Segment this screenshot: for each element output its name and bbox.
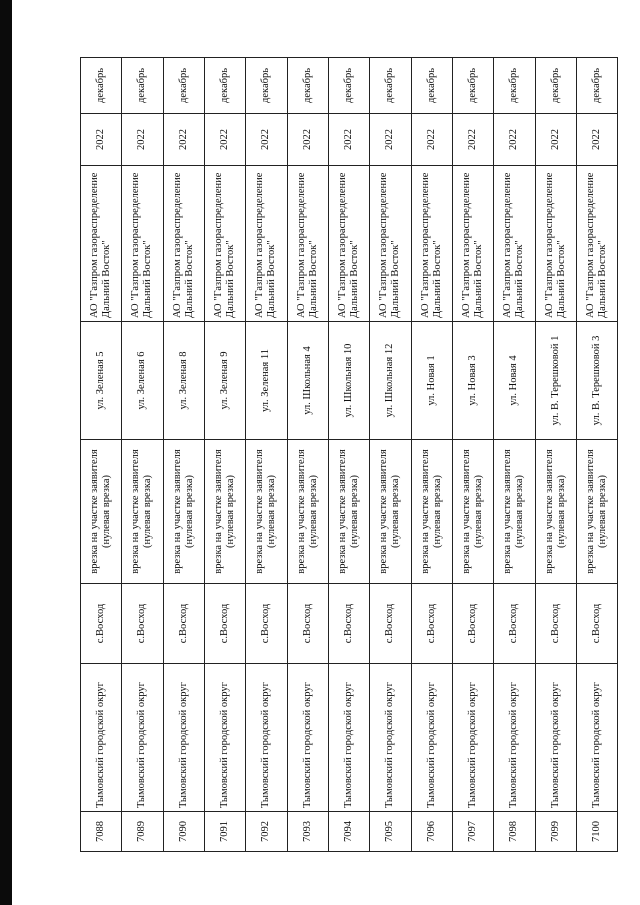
year-cell: 2022 [452, 114, 493, 166]
table-row [535, 58, 576, 852]
rotated-table-wrapper [80, 58, 609, 852]
scan-edge-bar [0, 0, 12, 905]
organization-cell: АО "Газпром газораспределение Дальний Восток" [535, 166, 576, 322]
month-cell: декабрь [452, 58, 493, 114]
district-cell: Тымовский городской округ [246, 664, 287, 812]
year-cell: 2022 [204, 114, 245, 166]
organization-cell: АО "Газпром газораспределение Дальний Восток" [370, 166, 411, 322]
address-cell: ул. Зеленая 5 [81, 322, 122, 440]
year-cell: 2022 [411, 114, 452, 166]
row-number: 7097 [452, 812, 493, 852]
settlement-cell: с.Восход [246, 584, 287, 664]
month-cell: декабрь [81, 58, 122, 114]
month-cell: декабрь [122, 58, 163, 114]
year-cell: 2022 [163, 114, 204, 166]
organization-cell: АО "Газпром газораспределение Дальний Восток" [204, 166, 245, 322]
address-cell: ул. Школьная 10 [328, 322, 369, 440]
settlement-cell: с.Восход [370, 584, 411, 664]
row-number: 7100 [576, 812, 617, 852]
month-cell: декабрь [494, 58, 535, 114]
row-number: 7089 [122, 812, 163, 852]
settlement-cell: с.Восход [452, 584, 493, 664]
address-cell: ул. В. Терешковой 3 [576, 322, 617, 440]
row-number: 7099 [535, 812, 576, 852]
address-cell: ул. Зеленая 9 [204, 322, 245, 440]
month-cell: декабрь [287, 58, 328, 114]
table-row [163, 58, 204, 852]
row-number: 7092 [246, 812, 287, 852]
district-cell: Тымовский городской округ [163, 664, 204, 812]
district-cell: Тымовский городской округ [494, 664, 535, 812]
row-number: 7091 [204, 812, 245, 852]
table-row [370, 58, 411, 852]
year-cell: 2022 [81, 114, 122, 166]
work-type-cell: врезка на участке заявителя (нулевая врезка) [328, 440, 369, 584]
year-cell: 2022 [494, 114, 535, 166]
address-cell: ул. Школьная 4 [287, 322, 328, 440]
year-cell: 2022 [576, 114, 617, 166]
table-row [246, 58, 287, 852]
row-number: 7098 [494, 812, 535, 852]
month-cell: декабрь [576, 58, 617, 114]
address-cell: ул. Зеленая 11 [246, 322, 287, 440]
settlement-cell: с.Восход [122, 584, 163, 664]
month-cell: декабрь [370, 58, 411, 114]
organization-cell: АО "Газпром газораспределение Дальний Восток" [163, 166, 204, 322]
address-cell: ул. Новая 4 [494, 322, 535, 440]
table-row [204, 58, 245, 852]
organization-cell: АО "Газпром газораспределение Дальний Восток" [287, 166, 328, 322]
gas-connection-table [80, 57, 618, 852]
table-row [122, 58, 163, 852]
district-cell: Тымовский городской округ [370, 664, 411, 812]
month-cell: декабрь [411, 58, 452, 114]
table-row [452, 58, 493, 852]
table-body [81, 58, 618, 852]
year-cell: 2022 [535, 114, 576, 166]
work-type-cell: врезка на участке заявителя (нулевая врезка) [246, 440, 287, 584]
work-type-cell: врезка на участке заявителя (нулевая врезка) [204, 440, 245, 584]
organization-cell: АО "Газпром газораспределение Дальний Восток" [122, 166, 163, 322]
settlement-cell: с.Восход [411, 584, 452, 664]
table-row [287, 58, 328, 852]
settlement-cell: с.Восход [81, 584, 122, 664]
row-number: 7088 [81, 812, 122, 852]
year-cell: 2022 [328, 114, 369, 166]
district-cell: Тымовский городской округ [576, 664, 617, 812]
work-type-cell: врезка на участке заявителя (нулевая врезка) [411, 440, 452, 584]
table-row [328, 58, 369, 852]
address-cell: ул. В. Терешковой 1 [535, 322, 576, 440]
work-type-cell: врезка на участке заявителя (нулевая врезка) [576, 440, 617, 584]
organization-cell: АО "Газпром газораспределение Дальний Восток" [246, 166, 287, 322]
row-number: 7096 [411, 812, 452, 852]
work-type-cell: врезка на участке заявителя (нулевая врезка) [535, 440, 576, 584]
settlement-cell: с.Восход [287, 584, 328, 664]
settlement-cell: с.Восход [494, 584, 535, 664]
district-cell: Тымовский городской округ [204, 664, 245, 812]
table-row [494, 58, 535, 852]
table-row [81, 58, 122, 852]
district-cell: Тымовский городской округ [287, 664, 328, 812]
organization-cell: АО "Газпром газораспределение Дальний Восток" [328, 166, 369, 322]
settlement-cell: с.Восход [535, 584, 576, 664]
district-cell: Тымовский городской округ [452, 664, 493, 812]
settlement-cell: с.Восход [328, 584, 369, 664]
work-type-cell: врезка на участке заявителя (нулевая врезка) [122, 440, 163, 584]
address-cell: ул. Школьная 12 [370, 322, 411, 440]
organization-cell: АО "Газпром газораспределение Дальний Восток" [81, 166, 122, 322]
table-row [576, 58, 617, 852]
year-cell: 2022 [246, 114, 287, 166]
work-type-cell: врезка на участке заявителя (нулевая врезка) [494, 440, 535, 584]
row-number: 7093 [287, 812, 328, 852]
settlement-cell: с.Восход [163, 584, 204, 664]
district-cell: Тымовский городской округ [411, 664, 452, 812]
row-number: 7095 [370, 812, 411, 852]
settlement-cell: с.Восход [576, 584, 617, 664]
work-type-cell: врезка на участке заявителя (нулевая врезка) [452, 440, 493, 584]
work-type-cell: врезка на участке заявителя (нулевая врезка) [81, 440, 122, 584]
organization-cell: АО "Газпром газораспределение Дальний Восток" [494, 166, 535, 322]
year-cell: 2022 [287, 114, 328, 166]
year-cell: 2022 [370, 114, 411, 166]
year-cell: 2022 [122, 114, 163, 166]
district-cell: Тымовский городской округ [81, 664, 122, 812]
address-cell: ул. Зеленая 6 [122, 322, 163, 440]
organization-cell: АО "Газпром газораспределение Дальний Восток" [452, 166, 493, 322]
district-cell: Тымовский городской округ [122, 664, 163, 812]
district-cell: Тымовский городской округ [535, 664, 576, 812]
work-type-cell: врезка на участке заявителя (нулевая врезка) [370, 440, 411, 584]
address-cell: ул. Новая 3 [452, 322, 493, 440]
table-row [411, 58, 452, 852]
work-type-cell: врезка на участке заявителя (нулевая врезка) [163, 440, 204, 584]
organization-cell: АО "Газпром газораспределение Дальний Восток" [411, 166, 452, 322]
month-cell: декабрь [246, 58, 287, 114]
address-cell: ул. Зеленая 8 [163, 322, 204, 440]
settlement-cell: с.Восход [204, 584, 245, 664]
district-cell: Тымовский городской округ [328, 664, 369, 812]
month-cell: декабрь [328, 58, 369, 114]
month-cell: декабрь [204, 58, 245, 114]
row-number: 7090 [163, 812, 204, 852]
work-type-cell: врезка на участке заявителя (нулевая врезка) [287, 440, 328, 584]
address-cell: ул. Новая 1 [411, 322, 452, 440]
row-number: 7094 [328, 812, 369, 852]
month-cell: декабрь [163, 58, 204, 114]
organization-cell: АО "Газпром газораспределение Дальний Восток" [576, 166, 617, 322]
month-cell: декабрь [535, 58, 576, 114]
